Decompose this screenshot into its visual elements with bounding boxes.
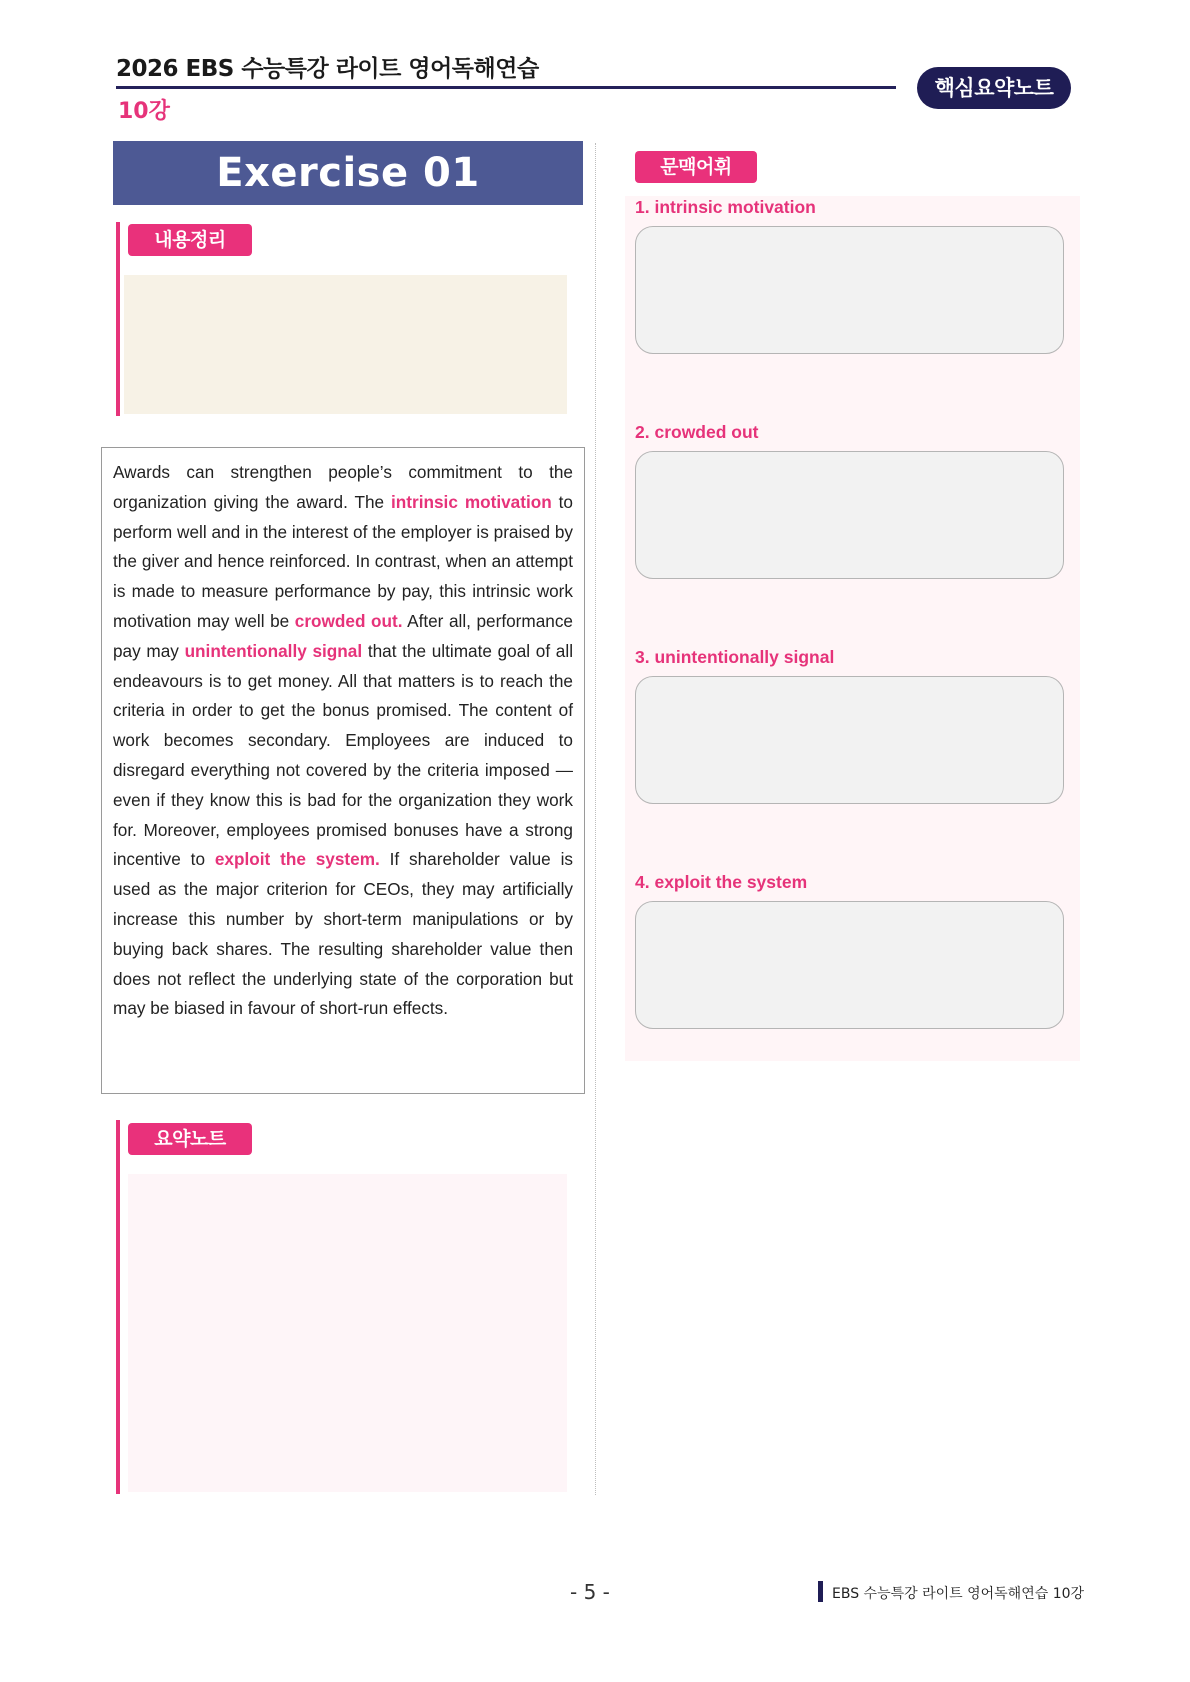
header-rule xyxy=(116,86,896,89)
passage-text: Awards can strengthen people’s commitment to the organization giving the award. The xyxy=(113,462,573,512)
vocab-label: 문맥어휘 xyxy=(635,151,757,183)
summary-accent-bar xyxy=(116,222,120,416)
section-badge: 핵심요약노트 xyxy=(917,67,1071,109)
footer-marker xyxy=(818,1581,823,1602)
summary-input-area[interactable] xyxy=(124,275,567,414)
keyword-exploit-the-system: exploit the system. xyxy=(214,849,380,870)
keyword-intrinsic-motivation: intrinsic motivation xyxy=(391,491,552,512)
passage-text: to perform well and in the interest of the employer is praised by the giver and hence reinforced. In contrast, when an attempt is made to measure performance by pay, this intrinsic work motivation may well be xyxy=(113,491,573,631)
keyword-crowded-out: crowded out. xyxy=(294,610,403,631)
vocab-answer-box[interactable] xyxy=(635,451,1064,579)
note-label: 요약노트 xyxy=(128,1123,252,1155)
vocab-item-label: 2. crowded out xyxy=(635,422,759,442)
footer-title: EBS 수능특강 라이트 영어독해연습 10강 xyxy=(832,1586,1085,1602)
vocab-item-label: 1. intrinsic motivation xyxy=(635,197,816,217)
vocab-item-label: 4. exploit the system xyxy=(635,872,808,892)
summary-label: 내용정리 xyxy=(128,224,252,256)
document-title: 2026 EBS 수능특강 라이트 영어독해연습 xyxy=(116,56,539,82)
vocab-answer-box[interactable] xyxy=(635,901,1064,1029)
vocab-answer-box[interactable] xyxy=(635,226,1064,354)
passage-text: After all, performance pay may xyxy=(113,610,573,661)
lesson-number: 10강 xyxy=(118,99,170,124)
page-number: - 5 - xyxy=(570,1580,610,1604)
vocab-item-label: 3. unintentionally signal xyxy=(635,647,835,667)
column-divider xyxy=(595,143,596,1495)
keyword-unintentionally-signal: unintentionally signal xyxy=(184,640,363,661)
note-accent-bar xyxy=(116,1120,120,1494)
note-input-area[interactable] xyxy=(128,1174,567,1492)
vocab-answer-box[interactable] xyxy=(635,676,1064,804)
reading-passage xyxy=(101,447,585,1094)
exercise-title: Exercise 01 xyxy=(113,141,583,205)
passage-text: If shareholder value is used as the major criterion for CEOs, they may artificially increase this number by short-term manipulations or by buying back shares. The resulting shareholder value then does not reflect the underlying state of the corporation but may be biased in favour of short-run effects. xyxy=(113,849,573,1019)
passage-text: that the ultimate goal of all endeavours is to get money. All that matters is to reach the criteria in order to get the bonus promised. The content of work becomes secondary. Employees are induced to disregard everything not covered by the criteria imposed — even if they know this is bad for the organization they work for. Moreover, employees promised bonuses have a strong incentive to xyxy=(113,640,574,870)
